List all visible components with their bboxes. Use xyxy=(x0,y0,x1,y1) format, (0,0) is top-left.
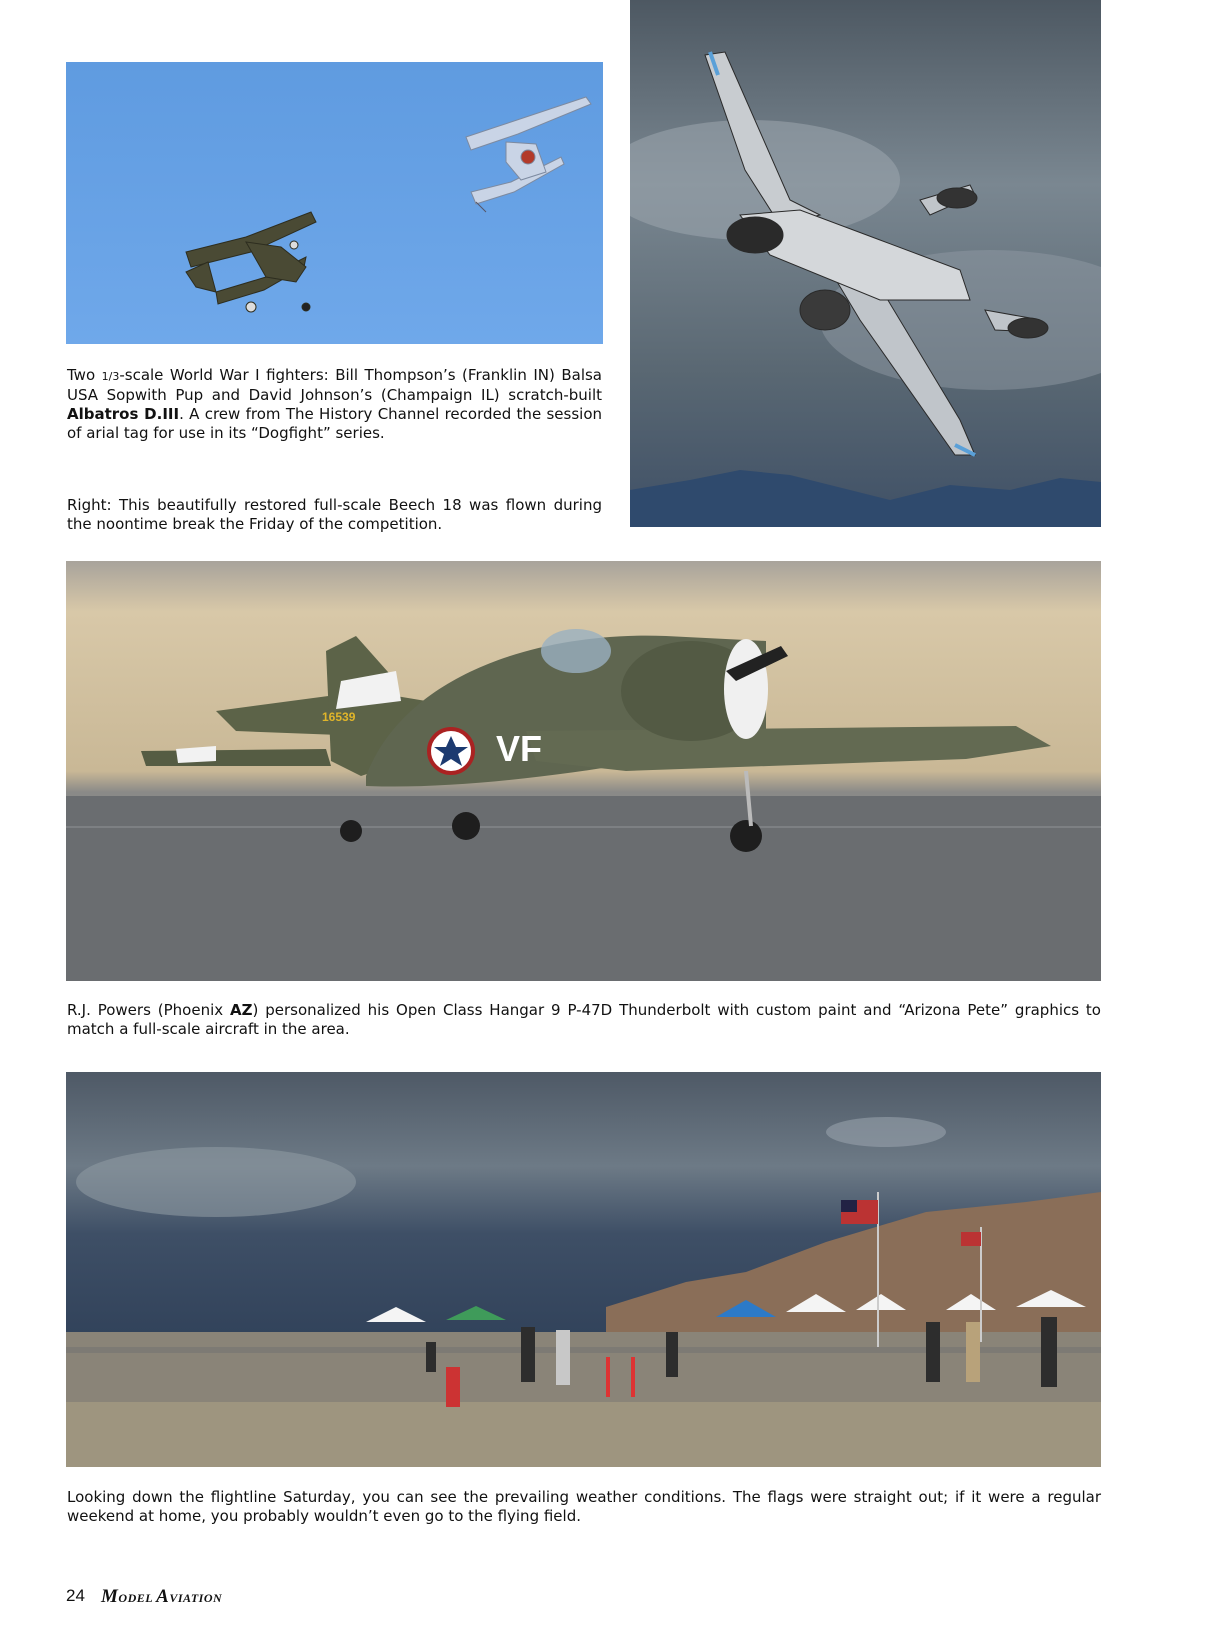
caption-p47-part2: ) personalized his Open Class Hangar 9 P-47D Thunderbolt with custom paint and “Arizona Pete” graphics to match a full-scale aircraft in the area. xyxy=(67,1001,1101,1038)
magazine-initial-m: M xyxy=(101,1586,119,1607)
magazine-word2: VIATION xyxy=(169,1591,223,1605)
page-number: 24 xyxy=(66,1586,85,1605)
magazine-name xyxy=(101,1586,222,1608)
caption-beech18: Right: This beautifully restored full-scale Beech 18 was flown during the noontime break the Friday of the competition. xyxy=(67,496,602,533)
photo-flightline xyxy=(66,1072,1101,1467)
caption-p47-bold: AZ xyxy=(230,1001,253,1019)
p47-fuselage-code: VF xyxy=(496,728,543,769)
photo-p47 xyxy=(66,561,1101,981)
caption-biplanes-part2: -scale World War I fighters: Bill Thompson’s (Franklin IN) Balsa USA Sopwith Pup and David Johnson’s (Champaign IL) scratch-built xyxy=(67,366,602,404)
p47-tail-number: 16539 xyxy=(322,710,356,724)
caption-p47 xyxy=(67,1001,1101,1039)
caption-biplanes-part1: Two xyxy=(67,366,102,384)
caption-biplanes-fraction: 1/3 xyxy=(101,370,120,383)
caption-biplanes-bold: Albatros D.III xyxy=(67,405,180,423)
caption-flightline: Looking down the flightline Saturday, you can see the prevailing weather conditions. The flags were straight out; if it were a regular weekend at home, you probably wouldn’t even go to the flying field. xyxy=(67,1488,1101,1525)
caption-biplanes xyxy=(67,366,602,443)
caption-biplanes-part3: . A crew from The History Channel recorded the session of arial tag for use in its “Dogfight” series. xyxy=(67,405,602,442)
caption-p47-part1: R.J. Powers (Phoenix xyxy=(67,1001,230,1019)
magazine-initial-a: A xyxy=(156,1586,170,1607)
magazine-word1: ODEL xyxy=(118,1591,157,1605)
photo-beech18 xyxy=(630,0,1101,527)
photo-biplanes xyxy=(66,62,603,344)
